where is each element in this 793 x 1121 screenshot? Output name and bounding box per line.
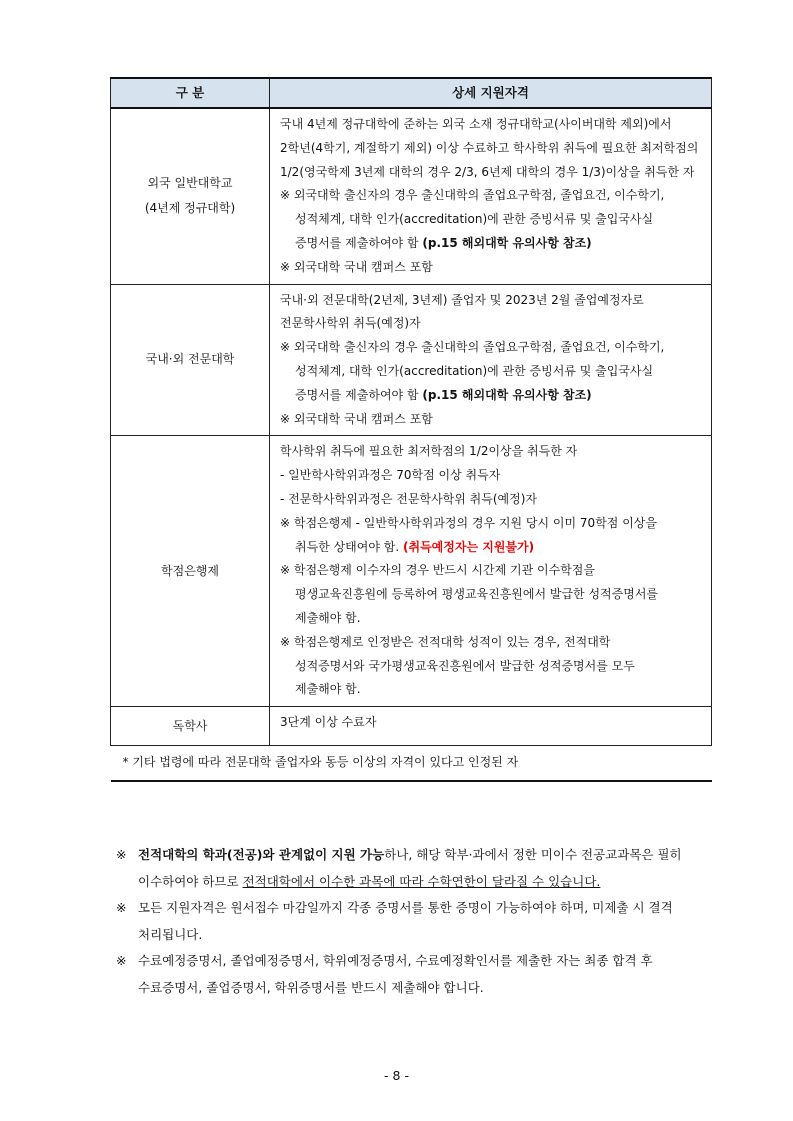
page-number: - 8 - (384, 1068, 409, 1083)
detail-line: 3단계 이상 수료자 (280, 715, 377, 730)
detail-line: ※ 외국대학 국내 캠퍼스 포함 (280, 259, 433, 274)
note-1-bold: 전적대학의 학과(전공)와 관계없이 지원 가능 (138, 847, 385, 862)
note-1-line-1 (116, 842, 716, 869)
header-category: 구 분 (111, 78, 270, 108)
detail-line: 전문학사학위 취득(예정)자 (280, 316, 421, 331)
row-detail (270, 284, 712, 436)
notes-section (116, 842, 716, 1001)
reference-note: (p.15 해외대학 유의사항 참조) (422, 235, 592, 250)
detail-line: 국내·외 전문대학(2년제, 3년제) 졸업자 및 2023년 2월 졸업예정자로 (280, 292, 644, 307)
detail-line: 학사학위 취득에 필요한 최저학점의 1/2이상을 취득한 자 (280, 444, 578, 459)
row-category (111, 436, 270, 707)
detail-line: 제출해야 함. (295, 682, 361, 697)
detail-line: 제출해야 함. (295, 610, 361, 625)
category-line: 외국 일반대학교 (147, 176, 233, 191)
detail-line (280, 536, 705, 560)
category-line: 독학사 (172, 718, 208, 733)
note-1-line-2 (116, 869, 716, 896)
detail-line: - 전문학사학위과정은 전문학사학위 취득(예정)자 (280, 491, 537, 506)
category-line: 국내·외 전문대학 (145, 352, 235, 367)
detail-line: 성적증명서와 국가평생교육진흥원에서 발급한 성적증명서를 모두 (295, 658, 635, 673)
detail-line: ※ 학점은행제 이수자의 경우 반드시 시간제 기관 이수학점을 (280, 563, 595, 578)
detail-line: 2학년(4학기, 계절학기 제외) 이상 수료하고 학사학위 취득에 필요한 최저학점의 (280, 140, 699, 155)
row-category (111, 707, 270, 746)
table-footnote-row (111, 746, 712, 782)
row-category (111, 108, 270, 284)
detail-line: 성적체계, 대학 인가(accreditation)에 관한 증빙서류 및 출입국사실 (295, 363, 654, 378)
detail-text: 취득한 상태여야 함. (295, 539, 400, 554)
table-row (111, 436, 712, 707)
row-detail (270, 436, 712, 707)
note-3-line-1 (116, 948, 716, 975)
reference-mark: ※ (116, 900, 127, 915)
note-2-text: 모든 지원자격은 원서접수 마감일까지 각종 증명서를 통한 증명이 가능하여야 하며, 미제출 시 결격 (138, 900, 673, 915)
table-footnote: * 기타 법령에 따라 전문대학 졸업자와 동등 이상의 자격이 있다고 인정된 자 (111, 746, 712, 782)
detail-line (280, 384, 705, 408)
category-line: 학점은행제 (161, 563, 219, 578)
detail-text: 증명서를 제출하여야 함 (295, 387, 419, 402)
row-detail (270, 108, 712, 284)
note-1-text: 하나, 해당 학부·과에서 정한 미이수 전공교과목은 필히 (384, 847, 682, 862)
row-category (111, 284, 270, 436)
table-row (111, 108, 712, 284)
detail-line: 국내 4년제 정규대학에 준하는 외국 소재 정규대학교(사이버대학 제외)에서 (280, 117, 672, 131)
reference-mark: ※ (116, 847, 127, 862)
detail-line: ※ 학점은행제로 인정받은 전적대학 성적이 있는 경우, 전적대학 (280, 634, 611, 649)
table-row (111, 284, 712, 436)
category-line: (4년제 정규대학) (144, 201, 236, 216)
reference-note: (p.15 해외대학 유의사항 참조) (422, 387, 592, 402)
qualification-table (110, 77, 712, 782)
detail-line: ※ 외국대학 출신자의 경우 출신대학의 졸업요구학점, 졸업요건, 이수학기, (280, 340, 665, 355)
note-2-line-1 (116, 895, 716, 922)
detail-line: 1/2(영국학제 3년제 대학의 경우 2/3, 6년제 대학의 경우 1/3)이상을 취득한 자 (280, 164, 695, 179)
table-row (111, 707, 712, 746)
detail-line: ※ 외국대학 국내 캠퍼스 포함 (280, 411, 433, 426)
detail-line: - 일반학사학위과정은 70학점 이상 취득자 (280, 468, 501, 483)
detail-text: 증명서를 제출하여야 함 (295, 235, 419, 250)
warning-note: (취득예정자는 지원불가) (403, 539, 535, 554)
note-1-underline: 전적대학에서 이수한 과목에 따라 수학연한이 달라질 수 있습니다. (242, 873, 601, 889)
detail-line: 평생교육진흥원에 등록하여 평생교육진흥원에서 발급한 성적증명서를 (295, 587, 659, 602)
detail-line: ※ 학점은행제 - 일반학사학위과정의 경우 지원 당시 이미 70학점 이상을 (280, 515, 657, 530)
note-3-line-2: 수료증명서, 졸업증명서, 학위증명서를 반드시 제출해야 합니다. (138, 979, 484, 995)
note-1-text-2: 이수하여야 하므로 (138, 873, 243, 889)
detail-line: ※ 외국대학 출신자의 경우 출신대학의 졸업요구학점, 졸업요건, 이수학기, (280, 188, 665, 203)
row-detail (270, 707, 712, 746)
note-3-text: 수료예정증명서, 졸업예정증명서, 학위예정증명서, 수료예정확인서를 제출한 자는 최종 합격 후 (138, 953, 653, 968)
table-header-row (111, 78, 712, 108)
header-detail: 상세 지원자격 (270, 78, 712, 108)
detail-line (280, 232, 705, 256)
note-2-line-2: 처리됩니다. (138, 926, 203, 942)
detail-line: 성적체계, 대학 인가(accreditation)에 관한 증빙서류 및 출입국사실 (295, 212, 654, 227)
reference-mark: ※ (116, 953, 127, 968)
